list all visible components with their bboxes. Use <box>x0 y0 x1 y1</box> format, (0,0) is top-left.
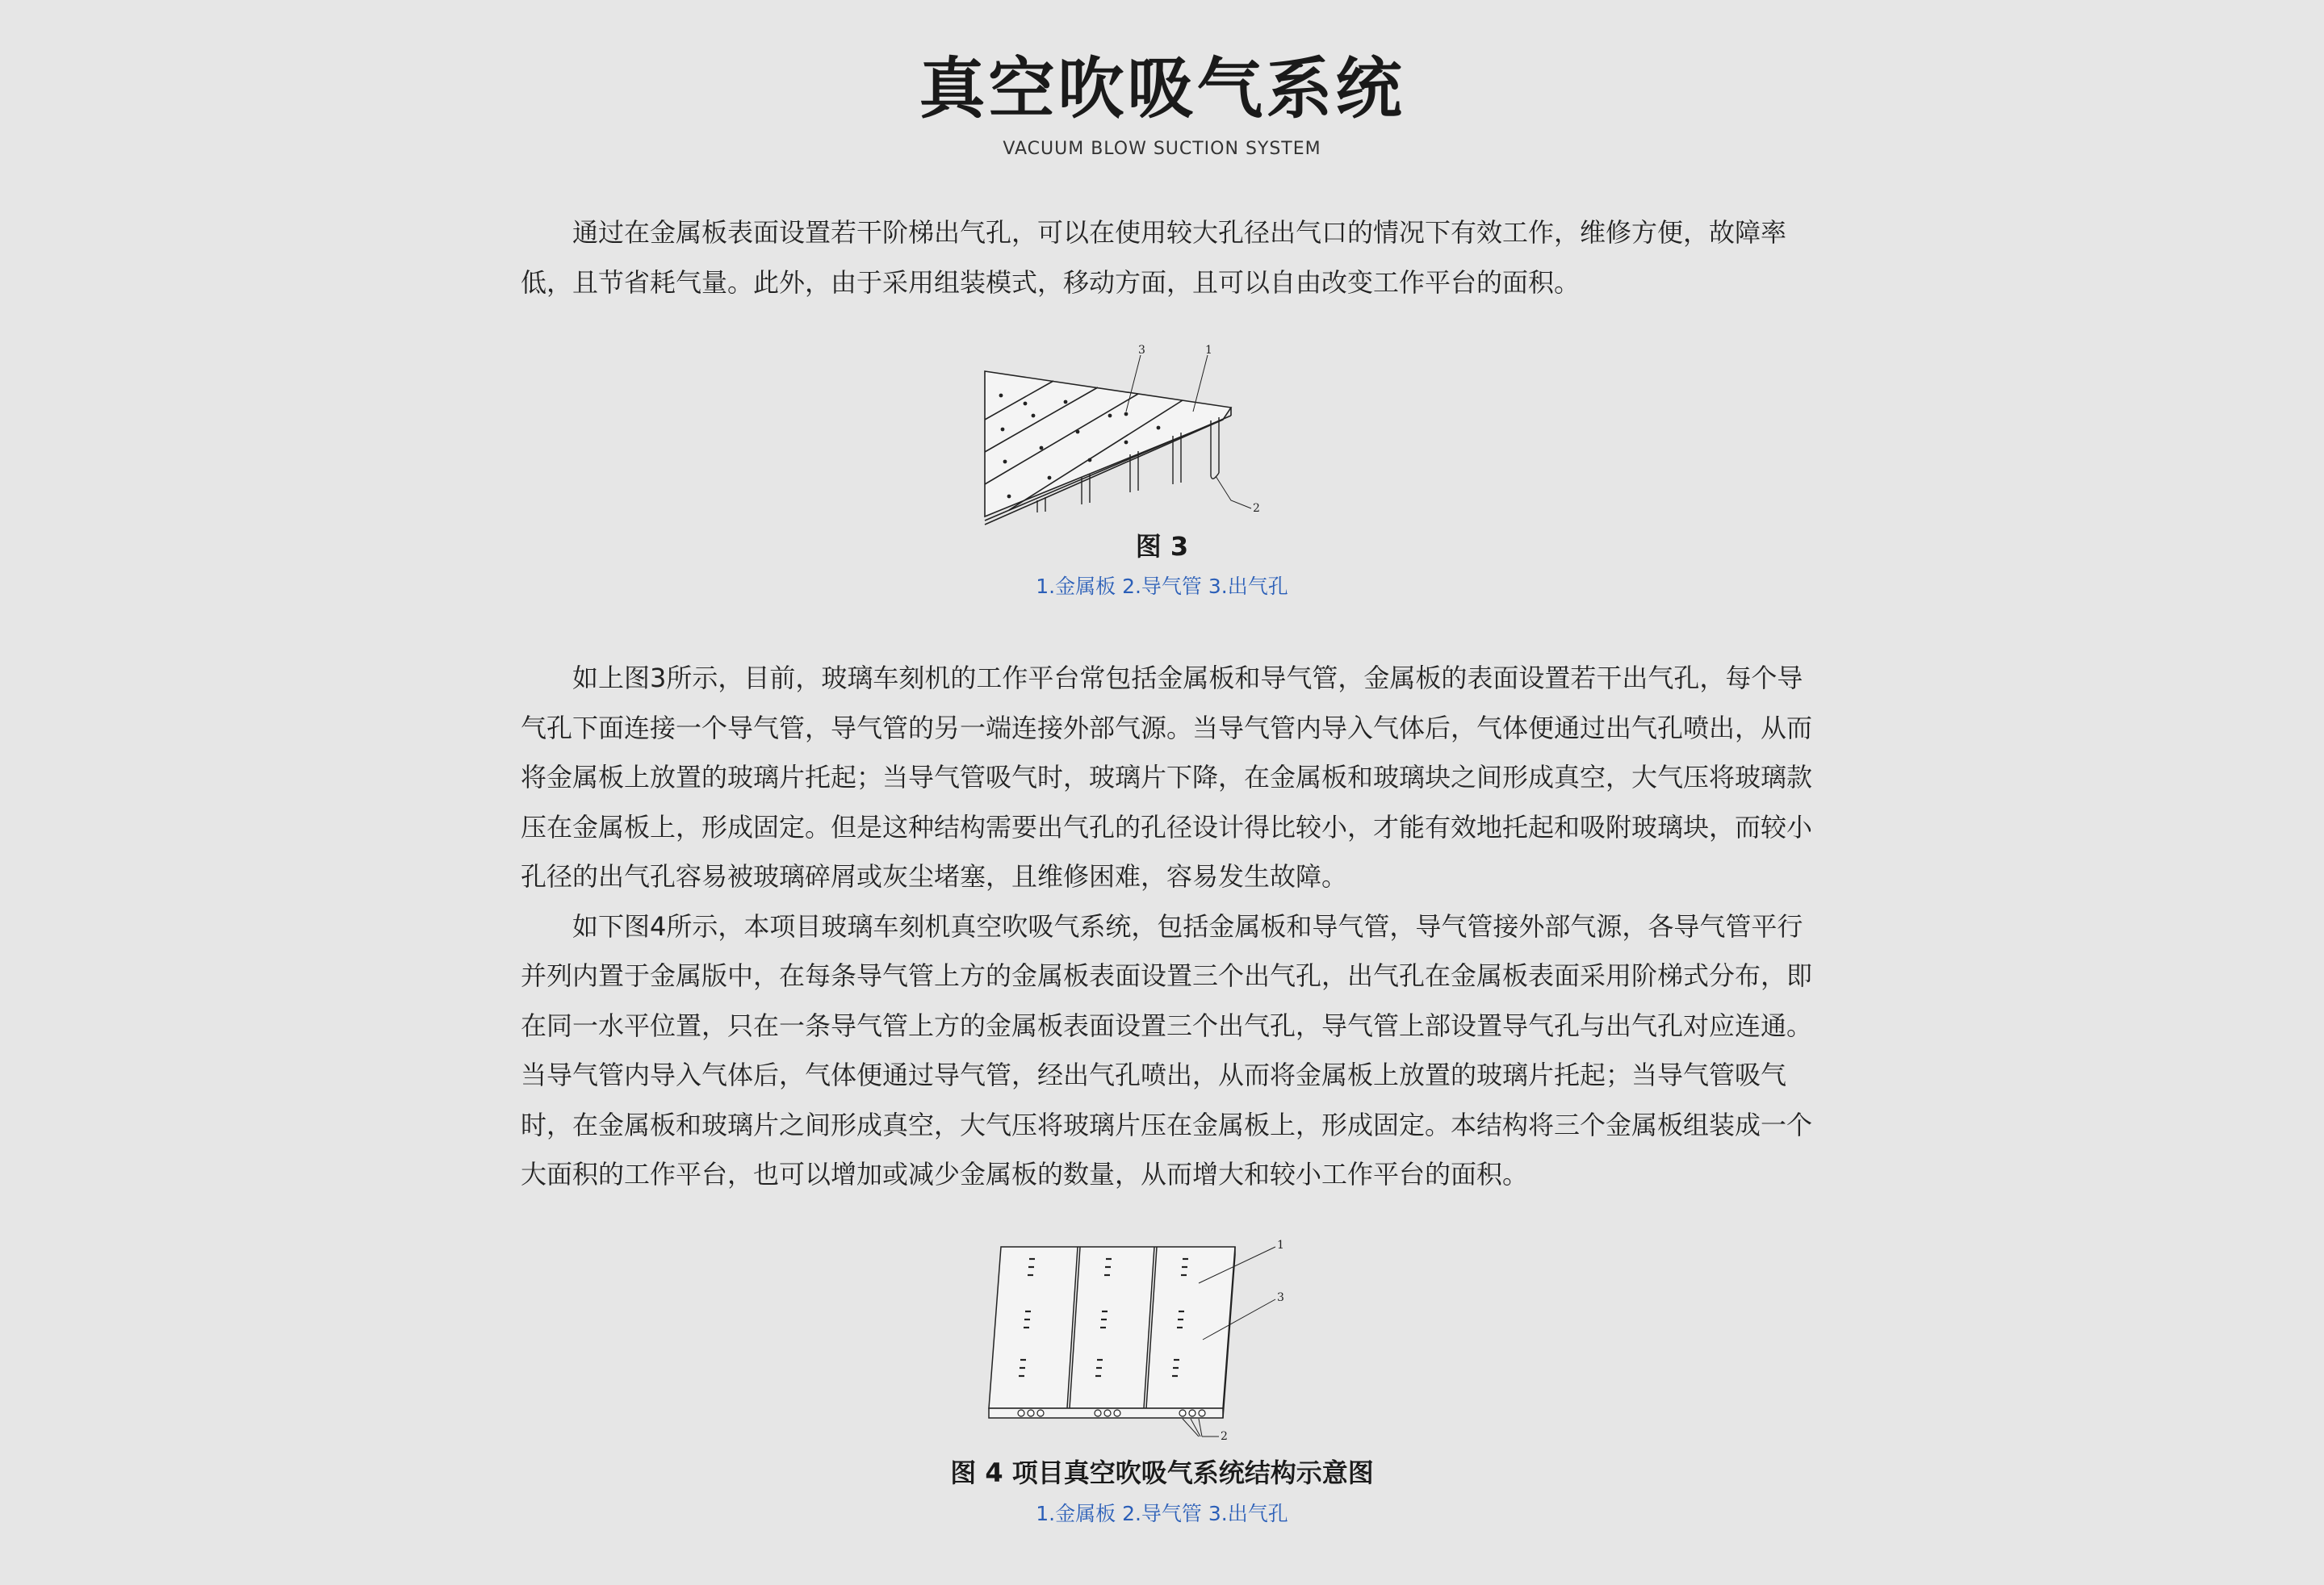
leader-line-2 <box>1216 476 1251 508</box>
air-hole <box>1124 412 1129 416</box>
figure-4-label-1: 1 <box>1277 1239 1284 1252</box>
figure-3-diagram <box>977 339 1259 525</box>
figure-4-label-2: 2 <box>1221 1430 1228 1443</box>
figure-3-label-2: 2 <box>1253 502 1260 515</box>
figure-3-label-3: 3 <box>1138 344 1145 357</box>
air-hole <box>1088 458 1092 462</box>
air-hole <box>1157 426 1161 430</box>
air-hole <box>1076 430 1080 434</box>
tube-end <box>1037 1410 1044 1416</box>
air-hole <box>1064 400 1068 404</box>
leader-line-2 <box>1183 1419 1199 1437</box>
intro-paragraph-text: 通过在金属板表面设置若干阶梯出气孔，可以在使用较大孔径出气口的情况下有效工作，维修方便，故障率低，且节省耗气量。此外，由于采用组装模式，移动方面，且可以自由改变工作平台的面积。 <box>521 217 1787 298</box>
tube-end <box>1018 1410 1024 1416</box>
air-hole <box>1001 428 1005 432</box>
air-hole <box>1108 414 1112 418</box>
figure-4-label-3: 3 <box>1277 1291 1284 1304</box>
tube-end <box>1114 1410 1120 1416</box>
air-hole <box>1003 460 1007 464</box>
body-paragraph: 如上图3所示，目前，玻璃车刻机的工作平台常包括金属板和导气管，金属板的表面设置若干出气孔，每个导气孔下面连接一个导气管，导气管的另一端连接外部气源。当导气管内导入气体后，气体便通过出气孔喷出，从而将金属板上放置的玻璃片托起；当导气管吸气时，玻璃片下降，在金属板和玻璃块之间形成真空，大气压将玻璃款压在金属板上，形成固定。但是这种结构需要出气孔的孔径设计得比较小，才能有效地托起和吸附玻璃块，而较小孔径的出气孔容易被玻璃碎屑或灰尘堵塞，且维修困难，容易发生故障。 <box>521 663 1813 892</box>
plate-top-face <box>985 371 1231 516</box>
page-subtitle: VACUUM BLOW SUCTION SYSTEM <box>1003 139 1321 159</box>
air-hole <box>1007 495 1011 499</box>
tube-end <box>1104 1410 1111 1416</box>
air-hole <box>1032 414 1036 418</box>
figure-3-legend: 1.金属板 2.导气管 3.出气孔 <box>1036 575 1288 598</box>
tube-end <box>1028 1410 1034 1416</box>
air-hole <box>999 394 1003 398</box>
figure-4-caption: 图 4 项目真空吹吸气系统结构示意图 <box>950 1457 1374 1488</box>
air-hole <box>1124 441 1129 445</box>
figure-3-label-1: 1 <box>1205 344 1212 357</box>
intro-paragraph <box>521 208 1824 307</box>
air-hole <box>1040 446 1044 450</box>
tube-end <box>1189 1410 1195 1416</box>
air-hole <box>1024 402 1028 406</box>
figure-3-caption: 图 3 <box>1135 531 1189 562</box>
tube-end <box>1095 1410 1101 1416</box>
page-title: 真空吹吸气系统 <box>919 51 1405 128</box>
figure-4-legend: 1.金属板 2.导气管 3.出气孔 <box>1036 1502 1288 1525</box>
body-paragraphs <box>521 654 1824 1200</box>
tube-end <box>1179 1410 1186 1416</box>
gas-tube-end <box>1211 473 1219 479</box>
tube-end <box>1199 1410 1205 1416</box>
air-hole <box>1048 476 1052 480</box>
body-paragraph: 如下图4所示，本项目玻璃车刻机真空吹吸气系统，包括金属板和导气管，导气管接外部气源，各导气管平行并列内置于金属版中，在每条导气管上方的金属板表面设置三个出气孔，出气孔在金属板表面采用阶梯式分布，即在同一水平位置，只在一条导气管上方的金属板表面设置三个出气孔，导气管上部设置导气孔与出气孔对应连通。当导气管内导入气体后，气体便通过导气管，经出气孔喷出，从而将金属板上放置的玻璃片托起；当导气管吸气时，在金属板和玻璃片之间形成真空，大气压将玻璃片压在金属板上，形成固定。本结构将三个金属板组装成一个大面积的工作平台，也可以增加或减少金属板的数量，从而增大和较小工作平台的面积。 <box>521 910 1813 1190</box>
figure-4-diagram <box>977 1235 1300 1445</box>
